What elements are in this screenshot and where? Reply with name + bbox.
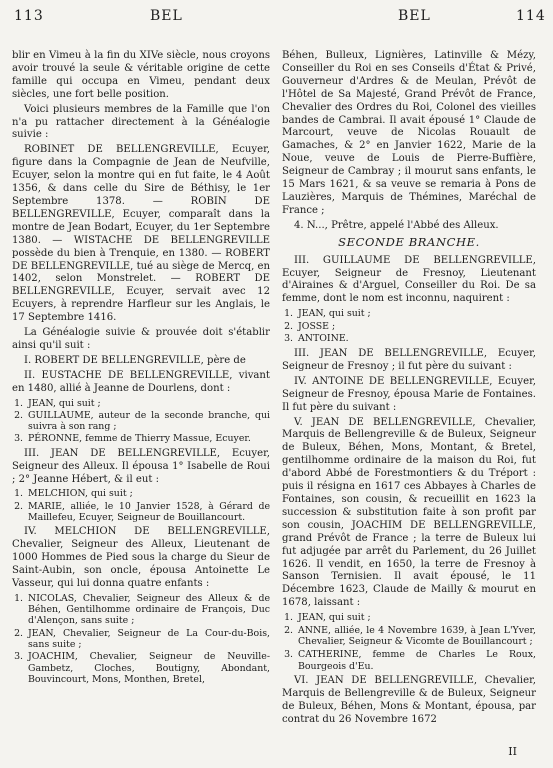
list-item: 1. JEAN, qui suit ; — [296, 308, 536, 320]
list-item: 3. JOACHIM, Chevalier, Seigneur de Neuville-Gambetz, Cloches, Boutigny, Abondant, Bouvincourt, Mons, Monthen, Bretel, — [26, 651, 270, 685]
paragraph: IV. MELCHION DE BELLENGREVILLE, Chevalier, Seigneur des Alleux, Lieutenant de 1000 Hommes de Pied sous la charge du Sieur de Saint-Aubin, son oncle, épousa Antoinette Le Vasseur, qui lui donna quatre enfants : — [12, 526, 270, 589]
paragraph: blir en Vimeu à la fin du XIVe siècle, nous croyons avoir trouvé la seule & véritable origine de cette famille qui occupa en Vimeu, pendant deux siècles, une fort belle position. — [12, 50, 270, 100]
list-item: 1. JEAN, qui suit ; — [296, 612, 536, 624]
list-item: 3. CATHERINE, femme de Charles Le Roux, Bourgeois d'Eu. — [296, 649, 536, 672]
right-running-head: BEL — [398, 8, 431, 24]
right-page-number: 114 — [516, 8, 546, 24]
paragraph: Voici plusieurs membres de la Famille que l'on n'a pu rattacher directement à la Généalogie suivie : — [12, 103, 270, 141]
paragraph: VI. JEAN DE BELLENGREVILLE, Chevalier, Marquis de Bellengreville & de Buleux, Seigneur de Buleux, Béhen, Mons & Montant, épousa, par contrat du 26 Novembre 1672 — [282, 675, 536, 725]
list-item: 3. PÉRONNE, femme de Thierry Massue, Ecuyer. — [26, 433, 270, 444]
paragraph: III. JEAN DE BELLENGREVILLE, Ecuyer, Seigneur de Fresnoy ; il fut père du suivant : — [282, 348, 536, 372]
paragraph: Béhen, Bulleux, Lignières, Latinville & Mézy, Conseiller du Roi en ses Conseils d'État & Privé, Gouverneur d'Ardres & de Meulan, Prévôt de l'Hôtel de Sa Majesté, Grand Prévôt de France, Chevalier des Ordres du Roi, Colonel des vieilles bandes de Cambrai. Il avait épousé 1° Claude de Marcourt, veuve de Nicolas Rouault de Gamaches, & 2° en Janvier 1622, Marie de la Noue, veuve de Louis de Pierre-Buffière, Seigneur de Cambray ; il mourut sans enfants, le 15 Mars 1621, & sa veuve se remaria à Pons de Lauzières, Marquis de Thémines, Maréchal de France ; — [282, 50, 536, 216]
paragraph: ROBINET DE BELLENGREVILLE, Ecuyer, figure dans la Compagnie de Jean de Neufville, Ecuyer, selon la montre qui en fut faite, le 4 Août 1356, & dans celle du Sire de Béthisy, le 1er Septembre 1378. — ROBIN DE BELLENGREVILLE, Ecuyer, comparaît dans la montre de Jean Bodart, Ecuyer, du 1er Septembre 1380. — WISTACHE DE BELLENGREVILLE possède du bien à Trenquie, en 1380. — ROBERT DE BELLENGREVILLE, tué au siège de Mercq, en 1402, selon Monstrelet. — ROBERT DE BELLENGREVILLE, Ecuyer, servait avec 12 Ecuyers, à reprendre Harfleur sur les Anglais, le 17 Septembre 1416. — [12, 144, 270, 324]
list-item: 2. ANNE, alliée, le 4 Novembre 1639, à Jean L'Yver, Chevalier, Seigneur & Vicomte de Bouillancourt ; — [296, 625, 536, 648]
list-item: 3. ANTOINE. — [296, 333, 536, 345]
left-text-column — [12, 50, 270, 688]
left-running-head: BEL — [150, 8, 183, 24]
right-text-column — [282, 50, 536, 729]
list-item: 1. MELCHION, qui suit ; — [26, 488, 270, 499]
list-item: 2. JEAN, Chevalier, Seigneur de La Cour-du-Bois, sans suite ; — [26, 628, 270, 651]
left-page-number: 113 — [14, 8, 44, 24]
paragraph: III. JEAN DE BELLENGREVILLE, Ecuyer, Seigneur des Alleux. Il épousa 1° Isabelle de Roui ; 2° Jeanne Hébert, & il eut : — [12, 447, 270, 485]
paragraph: II. EUSTACHE DE BELLENGREVILLE, vivant en 1480, allié à Jeanne de Dourlens, dont : — [12, 369, 270, 394]
children-list — [296, 612, 536, 672]
children-list — [26, 593, 270, 685]
list-item: 2. GUILLAUME, auteur de la seconde branche, qui suivra à son rang ; — [26, 410, 270, 433]
list-item: 2. JOSSE ; — [296, 321, 536, 333]
children-list — [26, 398, 270, 445]
children-list — [296, 308, 536, 345]
signature-mark: II — [508, 745, 517, 758]
list-item: 2. MARIE, alliée, le 10 Janvier 1528, à Gérard de Maillefeu, Ecuyer, Seigneur de Bouillancourt. — [26, 501, 270, 524]
section-title: SECONDE BRANCHE. — [338, 234, 480, 249]
list-item: 1. JEAN, qui suit ; — [26, 398, 270, 409]
paragraph: III. GUILLAUME DE BELLENGREVILLE, Ecuyer, Seigneur de Fresnoy, Lieutenant d'Airaines & d'Arguel, Conseiller du Roi. De sa femme, dont le nom est inconnu, naquirent : — [282, 254, 536, 305]
paragraph: V. JEAN DE BELLENGREVILLE, Chevalier, Marquis de Bellengreville & de Buleux, Seigneur de Buleux, Béhen, Mons, Montant, & Bretel, gentilhomme ordinaire de la maison du Roi, fut d'abord Abbé de Forestmontiers & du Tréport : puis il résigna en 1617 ces Abbayes à Charles de Fontaines, son cousin, & recueillit en 1623 la succession & substitution faite à son profit par son cousin, JOACHIM DE BELLENGREVILLE, grand Prévôt de France ; la terre de Buleux lui fut adjugée par arrêt du Parlement, du 26 Juillet 1626. Il vendit, en 1650, la terre de Fresnoy à Sanson Ternisien. Il avait épousé, le 11 Décembre 1623, Claude de Mailly & mourut en 1678, laissant : — [282, 416, 536, 609]
list-item: 1. NICOLAS, Chevalier, Seigneur des Alleux & de Béhen, Gentilhomme ordinaire de François, Duc d'Alençon, sans suite ; — [26, 593, 270, 627]
paragraph: I. ROBERT DE BELLENGREVILLE, père de — [24, 354, 246, 366]
children-list — [26, 488, 270, 523]
paragraph: La Généalogie suivie & prouvée doit s'établir ainsi qu'il suit : — [12, 327, 270, 351]
paragraph: 4. N..., Prêtre, appelé l'Abbé des Alleux. — [294, 219, 499, 231]
paragraph: IV. ANTOINE DE BELLENGREVILLE, Ecuyer, Seigneur de Fresnoy, épousa Marie de Fontaines. Il fut père du suivant : — [282, 375, 536, 413]
